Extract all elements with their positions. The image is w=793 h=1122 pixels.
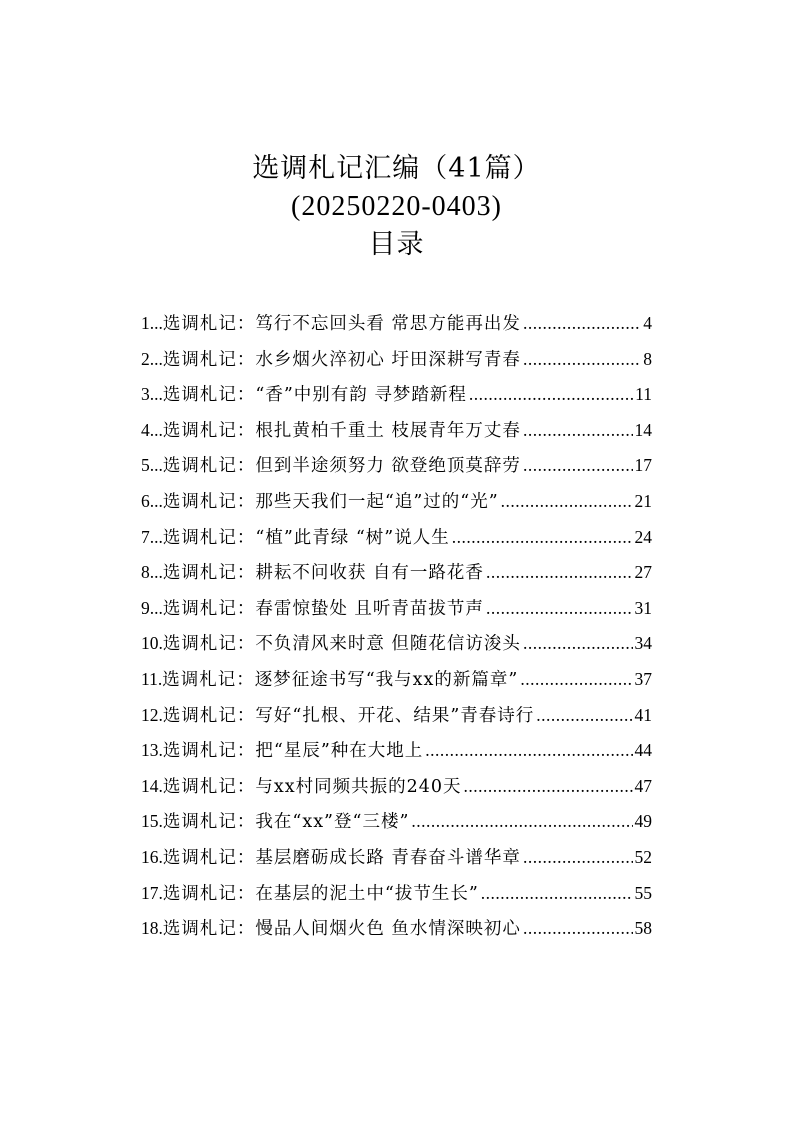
toc-entry-number: 12.	[141, 704, 163, 725]
toc-entry-title: 选调札记：笃行不忘回头看 常思方能再出发	[162, 314, 521, 334]
toc-entry-page: 37	[634, 668, 652, 689]
toc-entry-page: 34	[634, 633, 652, 654]
toc-dot-leader	[520, 662, 632, 698]
toc-entry[interactable]	[141, 484, 652, 520]
toc-entry-title: 选调札记：“植”此青绿 “树”说人生	[162, 527, 450, 548]
toc-entry[interactable]	[141, 662, 652, 698]
toc-entry-number: 4...	[141, 419, 163, 440]
toc-entry-page: 49	[634, 811, 652, 832]
toc-entry-page: 47	[634, 775, 652, 796]
toc-dot-leader	[486, 591, 633, 627]
toc-entry[interactable]	[141, 840, 652, 876]
toc-entry[interactable]	[141, 591, 652, 627]
toc-entry-page: 44	[634, 740, 652, 761]
toc-entry[interactable]	[141, 520, 652, 556]
toc-entry-title: 选调札记：那些天我们一起“追”过的“光”	[162, 491, 499, 512]
toc-entry-title: 选调札记：春雷惊蛰处 且听青苗拔节声	[162, 598, 484, 619]
toc-entry-page: 52	[634, 846, 652, 867]
toc-dot-leader	[411, 804, 632, 840]
document-header	[0, 150, 793, 264]
toc-entry-number: 16.	[141, 846, 163, 867]
toc-entry-number: 1...	[141, 313, 163, 333]
toc-entry[interactable]	[141, 555, 652, 591]
toc-dot-leader	[523, 840, 633, 876]
toc-entry-page: 31	[634, 597, 652, 618]
toc-heading: 目录	[368, 229, 425, 260]
toc-entry-number: 15.	[141, 811, 163, 832]
toc-entry[interactable]	[141, 413, 652, 449]
toc-entry-number: 18.	[141, 918, 163, 939]
toc-entry-title: 选调札记：不负清风来时意 但随花信访浚头	[162, 634, 521, 655]
toc-entry-number: 5...	[141, 455, 163, 476]
toc-dot-leader	[523, 306, 641, 342]
toc-entry-number: 6...	[141, 490, 163, 511]
toc-entry-title: 选调札记：把“星辰”种在大地上	[162, 741, 424, 762]
toc-entry-number: 10.	[141, 633, 163, 654]
toc-entry[interactable]	[141, 448, 652, 484]
toc-entry-number: 13.	[141, 740, 163, 761]
toc-entry[interactable]	[141, 911, 652, 947]
toc-entry-number: 14.	[141, 775, 163, 796]
toc-dot-leader	[486, 555, 633, 591]
toc-entry-title: 选调札记：根扎黄柏千重土 枝展青年万丈春	[162, 420, 521, 441]
toc-entry-title: 选调札记：我在“xx”登“三楼”	[162, 812, 410, 833]
toc-entry[interactable]	[141, 377, 652, 413]
toc-dot-leader	[481, 876, 633, 912]
toc-dot-leader	[523, 448, 633, 484]
toc-entry[interactable]	[141, 876, 652, 912]
toc-entry-page: 55	[634, 882, 652, 903]
toc-entry-page: 14	[634, 419, 652, 440]
toc-entry-title: 选调札记：逐梦征途书写“我与xx的新篇章”	[162, 669, 519, 690]
toc-entry-number: 17.	[141, 882, 163, 903]
toc-entry[interactable]	[141, 626, 652, 662]
toc-entry[interactable]	[141, 306, 652, 342]
toc-dot-leader	[469, 377, 633, 413]
toc-entry-number: 11.	[141, 668, 163, 689]
toc-dot-leader	[536, 698, 632, 734]
toc-dot-leader	[523, 911, 633, 947]
toc-entry[interactable]	[141, 804, 652, 840]
toc-dot-leader	[452, 520, 633, 556]
toc-dot-leader	[523, 342, 641, 378]
toc-entry-page: 17	[634, 455, 652, 476]
toc-entry-page: 41	[634, 704, 652, 725]
toc-entry-title: 选调札记：慢品人间烟火色 鱼水情深映初心	[162, 919, 521, 940]
table-of-contents	[141, 306, 652, 947]
toc-dot-leader	[523, 413, 633, 449]
toc-entry-page: 21	[634, 490, 652, 511]
toc-dot-leader	[464, 769, 633, 805]
toc-entry-page: 4	[643, 313, 652, 333]
toc-entry[interactable]	[141, 342, 652, 378]
toc-entry-title: 选调札记：但到半途须努力 欲登绝顶莫辞劳	[162, 456, 521, 477]
toc-dot-leader	[501, 484, 633, 520]
toc-entry-title: 选调札记：写好“扎根、开花、结果”青春诗行	[162, 705, 535, 726]
toc-entry-title: 选调札记：在基层的泥土中“拔节生长”	[162, 883, 479, 904]
toc-entry-page: 8	[643, 348, 652, 369]
toc-entry-page: 27	[634, 562, 652, 583]
document-title: 选调札记汇编（41篇）	[252, 153, 541, 184]
toc-entry-number: 7...	[141, 526, 163, 547]
toc-entry-title: 选调札记：耕耘不问收获 自有一路花香	[162, 563, 484, 584]
toc-entry-number: 2...	[141, 348, 163, 369]
toc-entry-title: 选调札记：“香”中别有韵 寻梦踏新程	[162, 385, 467, 406]
toc-dot-leader	[523, 626, 633, 662]
toc-entry-title: 选调札记：与xx村同频共振的240天	[162, 776, 462, 797]
toc-entry[interactable]	[141, 733, 652, 769]
toc-dot-leader	[425, 733, 632, 769]
toc-entry-number: 9...	[141, 597, 163, 618]
toc-entry-number: 3...	[141, 384, 163, 405]
toc-entry[interactable]	[141, 698, 652, 734]
toc-entry-page: 11	[635, 384, 652, 405]
toc-entry-title: 选调札记：水乡烟火淬初心 圩田深耕写青春	[162, 349, 521, 370]
toc-entry-number: 8...	[141, 562, 163, 583]
toc-entry-title: 选调札记：基层磨砺成长路 青春奋斗谱华章	[162, 847, 521, 868]
toc-entry-page: 24	[634, 526, 652, 547]
toc-entry[interactable]	[141, 769, 652, 805]
toc-entry-page: 58	[634, 918, 652, 939]
date-range: (20250220-0403)	[291, 191, 502, 222]
